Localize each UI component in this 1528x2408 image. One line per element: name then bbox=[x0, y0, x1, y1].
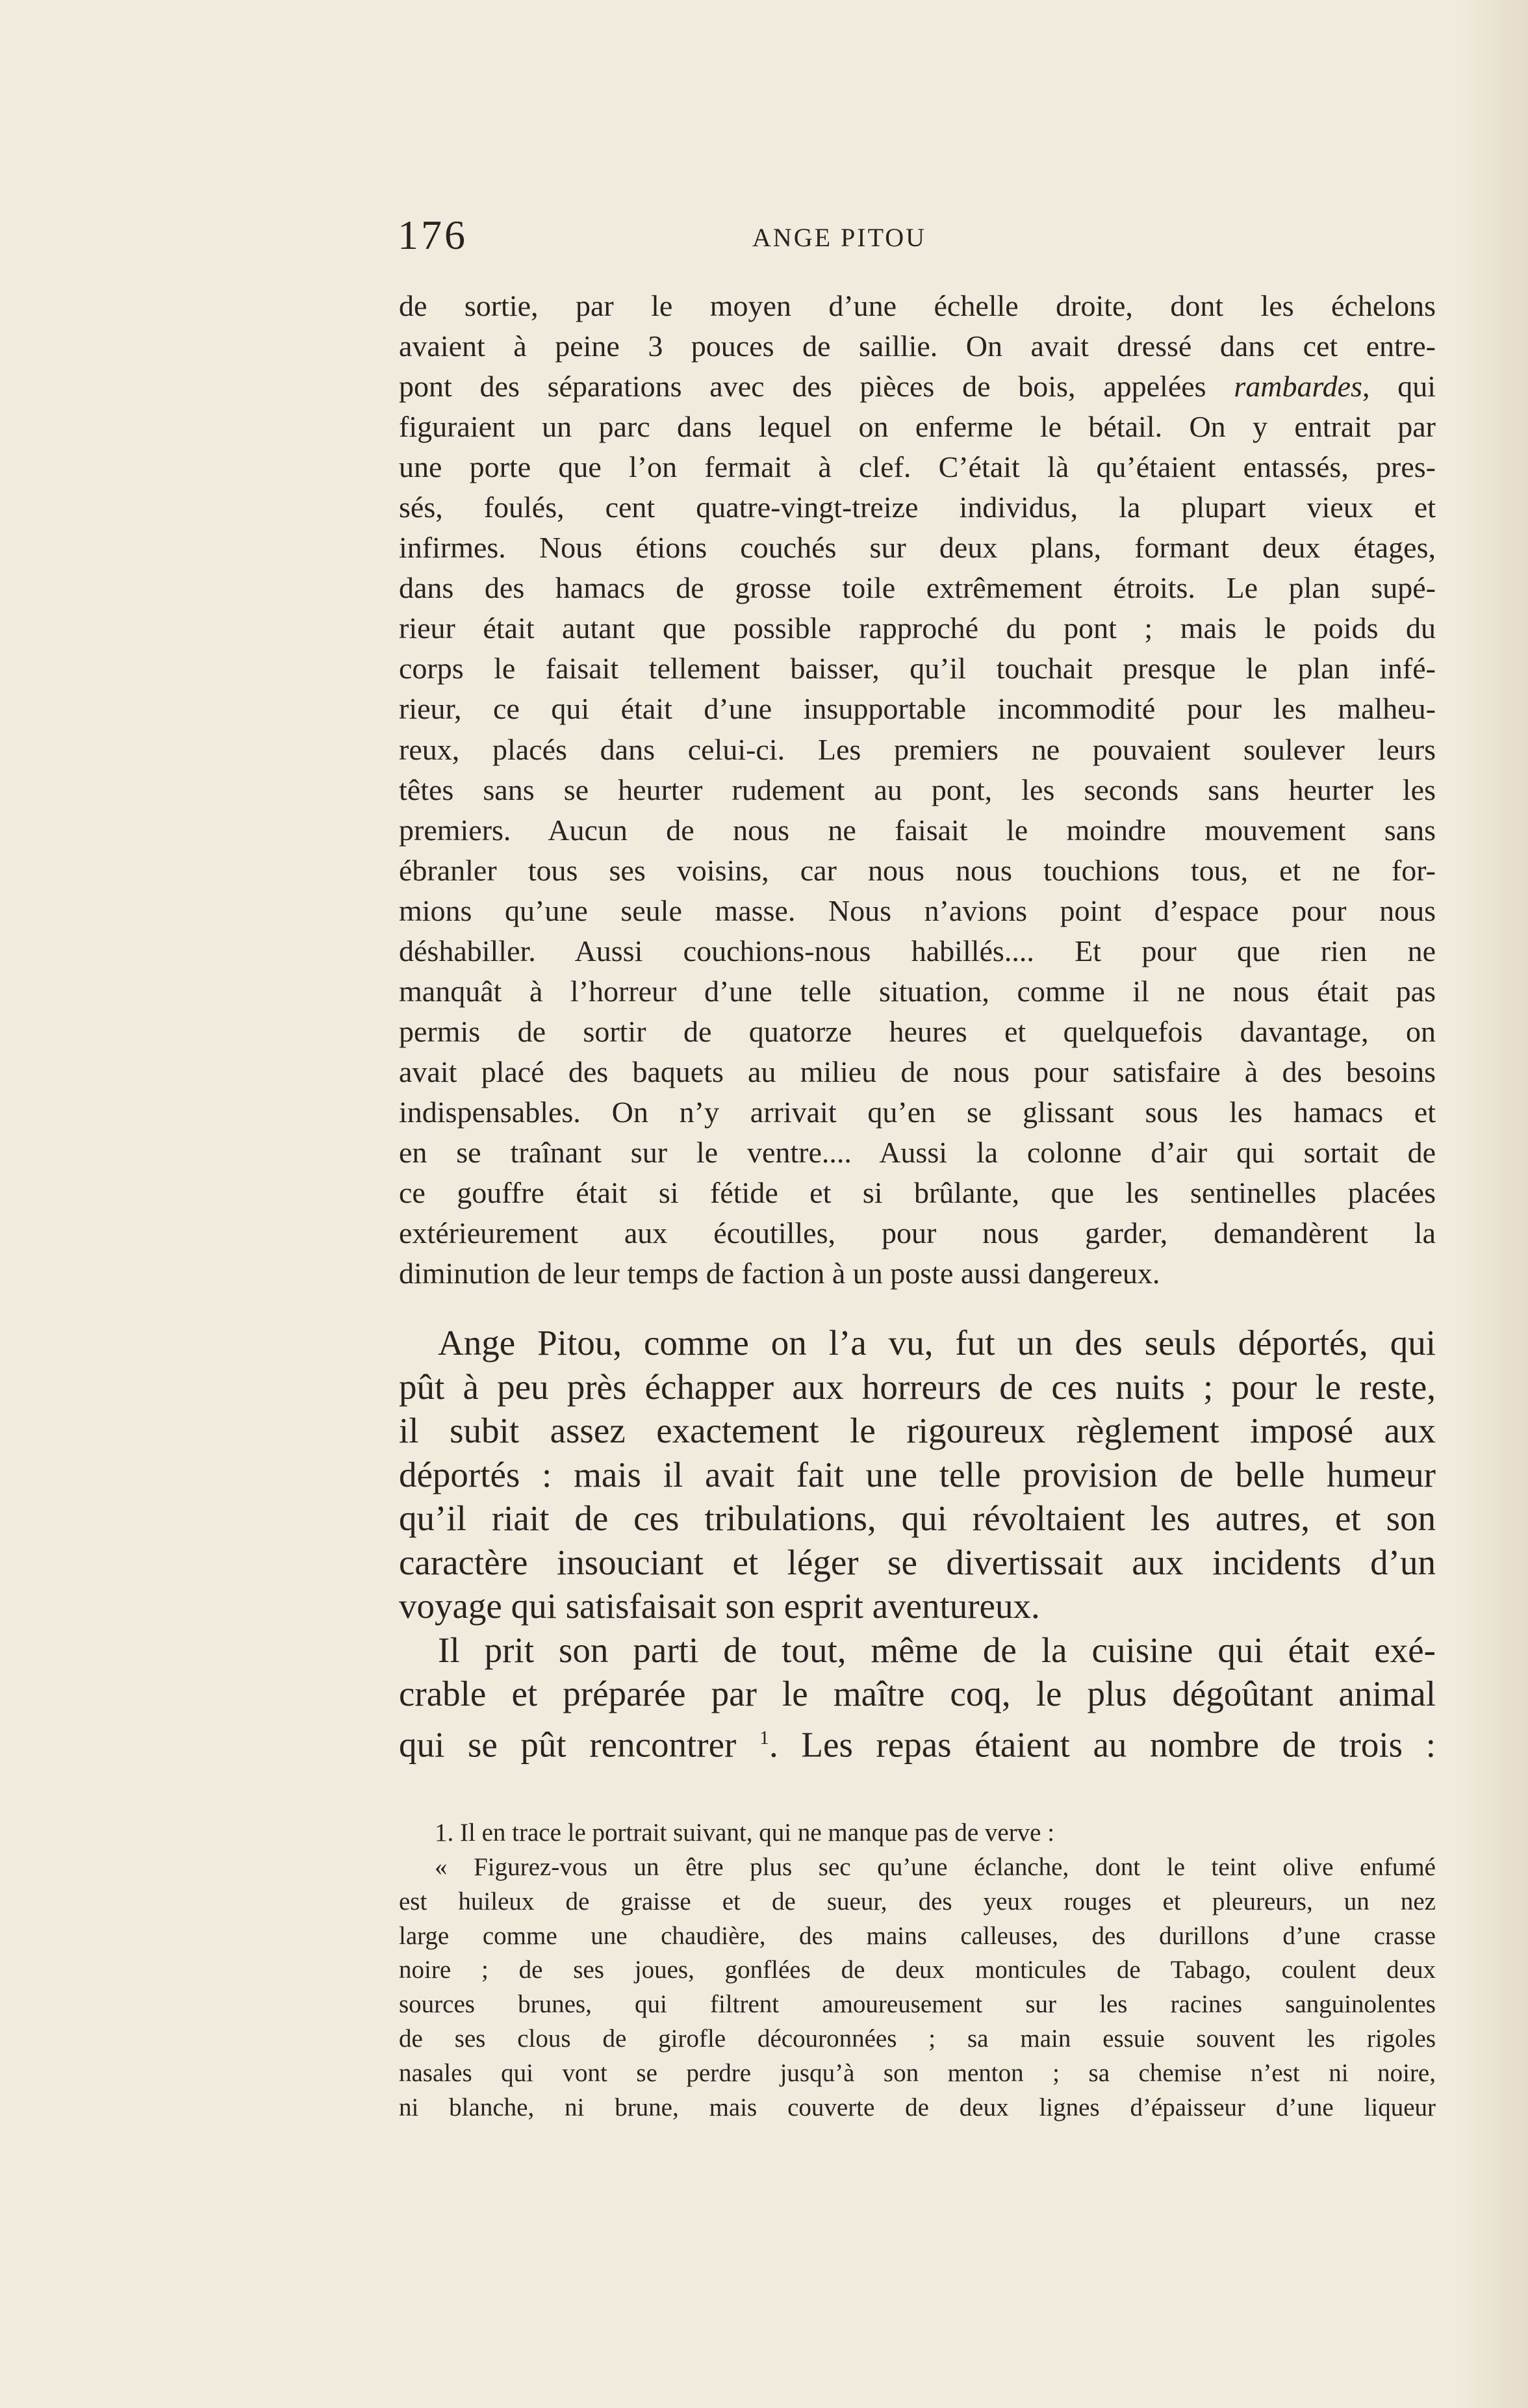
quote-line: ce gouffre était si fétide et si brûlante, que les sentinelles placées bbox=[399, 1176, 1436, 1210]
quote-line: pont des séparations avec des pièces de bois, appelées rambardes, qui bbox=[399, 370, 1436, 403]
quoted-passage bbox=[399, 286, 1436, 1294]
footnote bbox=[399, 1816, 1436, 2125]
quote-line: sés, foulés, cent quatre-vingt-treize individus, la plupart vieux et bbox=[399, 491, 1436, 524]
page-edge-shadow bbox=[1457, 0, 1528, 2408]
footnote-line: large comme une chaudière, des mains calleuses, des durillons d’une crasse bbox=[399, 1921, 1436, 1950]
body-line: Il prit son parti de tout, même de la cuisine qui était exé- bbox=[438, 1630, 1436, 1670]
italic-term: rambardes bbox=[1234, 370, 1362, 403]
quote-line: figuraient un parc dans lequel on enferme le bétail. On y entrait par bbox=[399, 410, 1436, 444]
quote-line: infirmes. Nous étions couchés sur deux plans, formant deux étages, bbox=[399, 531, 1436, 565]
quote-line: indispensables. On n’y arrivait qu’en se glissant sous les hamacs et bbox=[399, 1095, 1436, 1129]
body-line: qu’il riait de ces tribulations, qui révoltaient les autres, et son bbox=[399, 1498, 1436, 1538]
quote-line: extérieurement aux écoutilles, pour nous garder, demandèrent la bbox=[399, 1216, 1436, 1250]
body-line: qui se pût rencontrer $^1$. Les repas étaient au nombre de trois : bbox=[399, 1724, 1436, 1764]
quote-line: en se traînant sur le ventre.... Aussi la colonne d’air qui sortait de bbox=[399, 1135, 1436, 1169]
quote-line: déshabiller. Aussi couchions-nous habillés.... Et pour que rien ne bbox=[399, 934, 1436, 967]
quote-line: rieur, ce qui était d’une insupportable incommodité pour les malheu- bbox=[399, 692, 1436, 726]
body-line: caractère insouciant et léger se divertissait aux incidents d’un bbox=[399, 1542, 1436, 1582]
quote-line: têtes sans se heurter rudement au pont, les seconds sans heurter les bbox=[399, 773, 1436, 806]
body-line: crable et préparée par le maître coq, le plus dégoûtant animal bbox=[399, 1674, 1436, 1713]
quote-line: permis de sortir de quatorze heures et quelquefois davantage, on bbox=[399, 1014, 1436, 1048]
running-title: ANGE PITOU bbox=[752, 223, 927, 252]
body-line: pût à peu près échapper aux horreurs de ces nuits ; pour le reste, bbox=[399, 1366, 1436, 1407]
footnote-marker: 1 bbox=[759, 1726, 770, 1748]
main-text bbox=[399, 1321, 1436, 1764]
quote-line: premiers. Aucun de nous ne faisait le moindre mouvement sans bbox=[399, 813, 1436, 847]
quote-line: une porte que l’on fermait à clef. C’était là qu’étaient entassés, pres- bbox=[399, 450, 1436, 484]
footnote-line: « Figurez-vous un être plus sec qu’une éclanche, dont le teint olive enfumé bbox=[435, 1852, 1436, 1881]
quote-line: rieur était autant que possible rapproché du pont ; mais le poids du bbox=[399, 611, 1436, 645]
footnote-line: de ses clous de girofle découronnées ; sa main essuie souvent les rigoles bbox=[399, 2025, 1436, 2053]
quote-line: reux, placés dans celui-ci. Les premiers ne pouvaient soulever leurs bbox=[399, 732, 1436, 766]
quote-line: diminution de leur temps de faction à un poste aussi dangereux. bbox=[399, 1257, 1160, 1290]
footnote-line: 1. Il en trace le portrait suivant, qui ne manque pas de verve : bbox=[435, 1819, 1055, 1847]
footnote-line: ni blanche, ni brune, mais couverte de deux lignes d’épaisseur d’une liqueur bbox=[399, 2093, 1436, 2121]
quote-line: mions qu’une seule masse. Nous n’avions point d’espace pour nous bbox=[399, 893, 1436, 927]
body-line: Ange Pitou, comme on l’a vu, fut un des seuls déportés, qui bbox=[438, 1323, 1436, 1363]
footnote-line: est huileux de graisse et de sueur, des yeux rouges et pleureurs, un nez bbox=[399, 1887, 1436, 1915]
footnote-line: nasales qui vont se perdre jusqu’à son menton ; sa chemise n’est ni noire, bbox=[399, 2059, 1436, 2088]
quote-line: corps le faisait tellement baisser, qu’il touchait presque le plan infé- bbox=[399, 652, 1436, 685]
quote-line: de sortie, par le moyen d’une échelle droite, dont les échelons bbox=[399, 289, 1436, 322]
body-line: voyage qui satisfaisait son esprit aventureux. bbox=[399, 1586, 1040, 1626]
page-number: 176 bbox=[398, 212, 468, 258]
body-line: déportés : mais il avait fait une telle provision de belle humeur bbox=[399, 1454, 1436, 1494]
quote-line: avaient à peine 3 pouces de saillie. On avait dressé dans cet entre- bbox=[399, 329, 1436, 363]
footnote-line: noire ; de ses joues, gonflées de deux monticules de Tabago, coulent deux bbox=[399, 1956, 1436, 1984]
quote-line: manquât à l’horreur d’une telle situation, comme il ne nous était pas bbox=[399, 974, 1436, 1008]
body-line: il subit assez exactement le rigoureux règlement imposé aux bbox=[399, 1411, 1436, 1450]
footnote-line: sources brunes, qui filtrent amoureusement sur les racines sanguinolentes bbox=[399, 1990, 1436, 2019]
quote-line: ébranler tous ses voisins, car nous nous touchions tous, et ne for- bbox=[399, 853, 1436, 887]
quote-line: avait placé des baquets au milieu de nous pour satisfaire à des besoins bbox=[399, 1055, 1436, 1088]
quote-line: dans des hamacs de grosse toile extrêmement étroits. Le plan supé- bbox=[399, 571, 1436, 605]
page-header bbox=[398, 209, 1281, 261]
